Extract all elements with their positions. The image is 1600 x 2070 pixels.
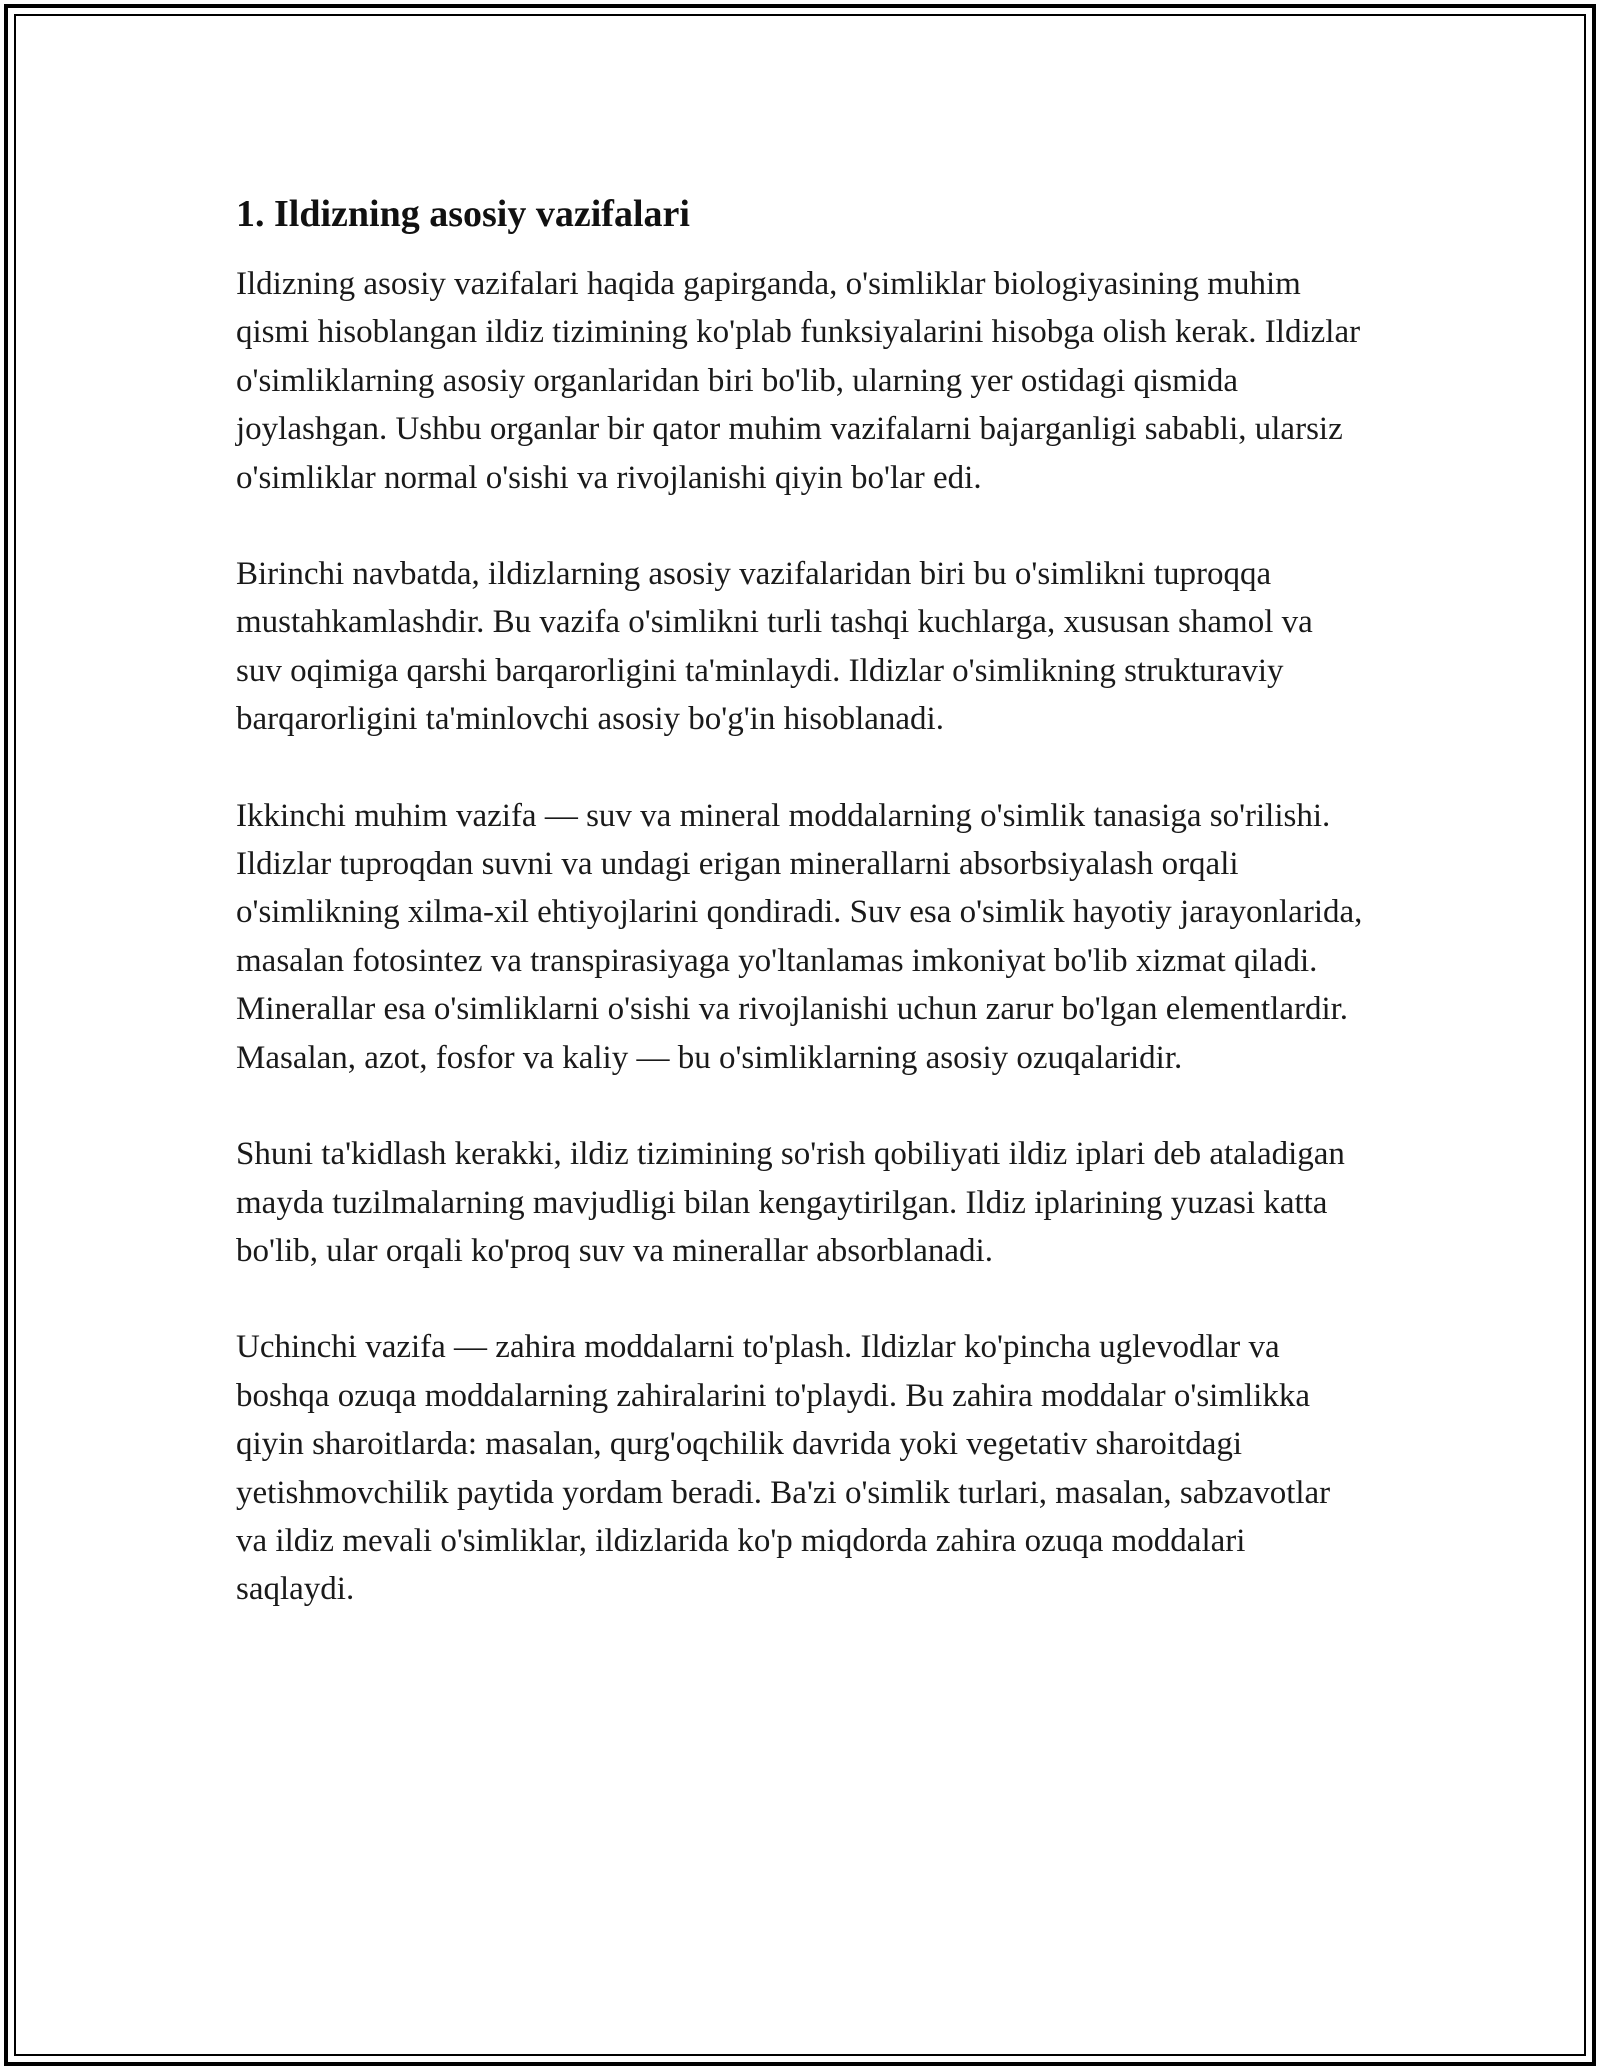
paragraph-absorption: Ikkinchi muhim vazifa — suv va mineral moddalarning o'simlik tanasiga so'rilishi. Ildizlar tuproqdan suvni va undagi erigan minerallarni absorbsiyalash orqali o'simlikning xilma-xil ehtiyojlarini qondiradi. Suv esa o'simlik hayotiy jarayonlarida, masalan fotosintez va transpirasiyaga yo'ltanlamas imkoniyat bo'lib xizmat qiladi. Minerallar esa o'simliklarni o'sishi va rivojlanishi uchun zarur bo'lgan elementlardir. Masalan, azot, fosfor va kaliy — bu o'simliklarning asosiy ozuqalaridir. — [236, 797, 1363, 1076]
paragraph-storage: Uchinchi vazifa — zahira moddalarni to'plash. Ildizlar ko'pincha uglevodlar va boshqa ozuqa moddalarning zahiralarini to'playdi. Bu zahira moddalar o'simlikka qiyin sharoitlarda: masalan, qurg'oqchilik davrida yoki vegetativ sharoitdagi yetishmovchilik paytida yordam beradi. Ba'zi o'simlik turlari, masalan, sabzavotlar va ildiz mevali o'simliklar, ildizlarida ko'p miqdorda zahira ozuqa moddalari saqlaydi. — [236, 1329, 1331, 1608]
section-heading: 1. Ildizning asosiy vazifalari — [236, 193, 690, 235]
document-body — [236, 186, 1366, 1662]
paragraph-intro: Ildizning asosiy vazifalari haqida gapirganda, o'simliklar biologiyasining muhim qismi hisoblangan ildiz tizimining ko'plab funksiyalarini hisobga olish kerak. Ildizlar o'simliklarning asosiy organlaridan biri bo'lib, ularning yer ostidagi qismida joylashgan. Ushbu organlar bir qator muhim vazifalarni bajarganligi sababli, ularsiz o'simliklar normal o'sishi va rivojlanishi qiyin bo'lar edi. — [236, 266, 1361, 496]
paragraph-root-hairs: Shuni ta'kidlash kerakki, ildiz tizimining so'rish qobiliyati ildiz iplari deb ataladigan mayda tuzilmalarning mavjudligi bilan kengaytirilgan. Ildiz iplarining yuzasi katta bo'lib, ular orqali ko'proq suv va minerallar absorblanadi. — [236, 1136, 1345, 1269]
paragraph-anchoring: Birinchi navbatda, ildizlarning asosiy vazifalaridan biri bu o'simlikni tuproqqa mustahkamlashdir. Bu vazifa o'simlikni turli tashqi kuchlarga, xususan shamol va suv oqimiga qarshi barqarorligini ta'minlaydi. Ildizlar o'simlikning strukturaviy barqarorligini ta'minlovchi asosiy bo'g'in hisoblanadi. — [236, 556, 1313, 738]
